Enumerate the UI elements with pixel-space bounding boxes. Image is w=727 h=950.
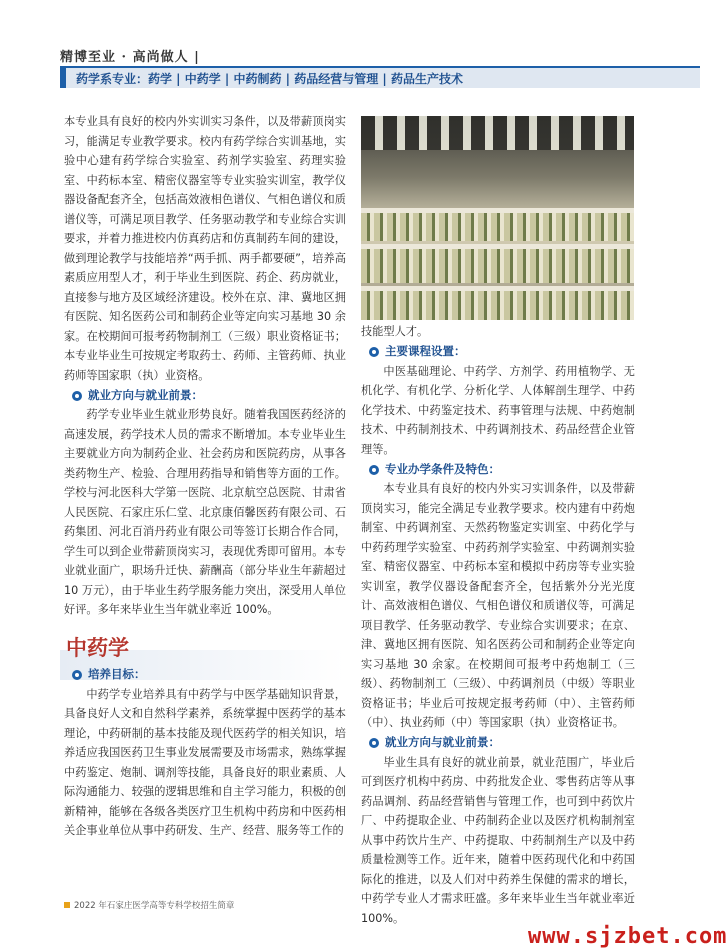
tcm-goal-heading-text: 培养目标： bbox=[88, 667, 146, 682]
photo-jars bbox=[361, 249, 634, 283]
right-column bbox=[361, 322, 635, 928]
bullet-icon bbox=[369, 465, 379, 475]
photo-jars bbox=[361, 291, 634, 320]
tcm-goal-continuation: 技能型人才。 bbox=[361, 325, 429, 338]
header-accent-bar bbox=[60, 68, 66, 88]
left-column bbox=[64, 112, 346, 841]
tcm-conditions-heading bbox=[369, 460, 635, 479]
pharmacy-intro-paragraph: 本专业具有良好的校内外实训实习条件，以及带薪顶岗实习，能满足专业教学要求。校内有药学综合实训基地，实验中心建有药学综合实验室、药剂学实验室、药理实验室、中药标本室、精密仪器室等专业实验实训室，教学仪器设备配套齐全，包括高效液相色谱仪、气相色谱仪和质谱仪等，可满足项目教学、任务驱动教学和专业综合实训要求，并着力推进校内仿真药店和仿真制药车间的建设，做到理论教学与技能培养“两手抓、两手都要硬”，培养高素质应用型人才，利于毕业生到医院、药企、药房就业，直接参与地方及区域经济建设。校外在京、津、冀地区拥有医院、知名医药公司和制药企业等定向实习基地 30 余家。在校期间可报考药物制剂工（三级）职业资格证书；本专业毕业生可按规定考取药士、药师、主管药师、执业药师等国家职（执）业资格。 bbox=[64, 115, 346, 382]
tcm-courses-heading bbox=[369, 343, 635, 362]
bullet-icon bbox=[72, 391, 82, 401]
photo-ceiling bbox=[361, 116, 634, 150]
section-title-tcm: 中药学 bbox=[66, 635, 129, 660]
header-slogan: 精博至业 · 高尚做人 | bbox=[60, 50, 200, 65]
pharmacy-employment-paragraph: 药学专业毕业生就业形势良好。随着我国医药经济的高速发展，药学技术人员的需求不断增加。本专业毕业生主要就业方向为制药企业、社会药房和医院药房，从事各类药物生产、检验、合理用药指导和销售等方面的工作。学校与河北医科大学第一医院、北京航空总医院、甘肃省人民医院、石家庄乐仁堂、北京康佰馨医药有限公司、石药集团、河北百消丹药业有限公司等签订长期合作合同，学生可以到企业带薪顶岗实习，表现优秀即可留用。本专业就业面广，职场升迁快、薪酬高（部分毕业生年薪超过 10 万元），由于毕业生药学服务能力突出，深受用人单位好评。多年来毕业生当年就业率近 100%。 bbox=[64, 408, 346, 616]
page-footer bbox=[64, 899, 234, 911]
tcm-employment-heading-text: 就业方向与就业前景： bbox=[385, 735, 500, 750]
footer-text: 2022 年石家庄医学高等专科学校招生简章 bbox=[74, 901, 235, 911]
pharmacy-employment-heading-text: 就业方向与就业前景： bbox=[88, 387, 203, 402]
header-band bbox=[60, 68, 700, 88]
photo-jars bbox=[361, 213, 634, 241]
site-watermark: www.sjzbet.com bbox=[528, 924, 727, 949]
tcm-goal-paragraph: 中药学专业培养具有中药学与中医学基础知识背景，具备良好人文和自然科学素养，系统掌握中医药学的基本理论，中药研制的基本技能及现代医药学的相关知识，培养适应我国医药卫生事业发展需要及市场需求，熟练掌握中药鉴定、炮制、调剂等技能，具备良好的职业素质、人际沟通能力、较强的逻辑思维和自主学习能力，积极的创新精神，能够在各级各类医疗卫生机构中药房和中医药相关企事业单位从事中药研发、生产、经营、服务等工作的 bbox=[64, 687, 346, 837]
footer-square-icon bbox=[64, 902, 70, 908]
tcm-courses-paragraph: 中医基础理论、中药学、方剂学、药用植物学、无机化学、有机化学、分析化学、人体解剖生理学、中药化学技术、中药鉴定技术、药事管理与法规、中药炮制技术、中药制剂技术、中药调剂技术、药品经营企业管理等。 bbox=[361, 364, 635, 456]
tcm-courses-heading-text: 主要课程设置： bbox=[385, 344, 466, 359]
tcm-conditions-paragraph: 本专业具有良好的校内外实习实训条件，以及带薪顶岗实习，能完全满足专业教学要求。校内建有中药炮制室、中药调剂室、天然药物鉴定实训室、中药化学与中药药理学实验室、中药药剂学实验室、中药调剂实验室、精密仪器室、中药标本室和模拟中药房等专业实验实训室，教学仪器设备配套齐全，包括紫外分光光度计、高效液相色谱仪、气相色谱仪和质谱仪等，可满足项目教学、任务驱动教学、专业综合实训要求；在京、津、冀地区拥有医院、知名医药公司和制药企业等定向实习基地 30 余家。在校期间可报考中药炮制工（三级）、药物制剂工（三级）、中药调剂员（中级）等职业资格证书；毕业后可按规定报考药师（中）、主管药师（中）、执业药师（中）等国家职（执）业资格证书。 bbox=[361, 482, 635, 729]
tcm-conditions-heading-text: 专业办学条件及特色： bbox=[385, 461, 500, 476]
bullet-icon bbox=[72, 670, 82, 680]
pharmacy-employment-heading bbox=[72, 386, 346, 405]
header-title: 药学系专业：药学 | 中药学 | 中药制药 | 药品经营与管理 | 药品生产技术 bbox=[76, 72, 463, 86]
bullet-icon bbox=[369, 347, 379, 357]
tcm-goal-heading bbox=[72, 666, 346, 685]
specimen-lab-photo bbox=[361, 116, 634, 320]
tcm-employment-heading bbox=[369, 734, 635, 753]
bullet-icon bbox=[369, 738, 379, 748]
tcm-employment-paragraph: 毕业生具有良好的就业前景，就业范围广，毕业后可到医疗机构中药房、中药批发企业、零售药店等从事药品调剂、药品经营销售与管理工作，也可到中药饮片厂、中药提取企业、中药制药企业以及医疗机构制剂室从事中药饮片生产、中药提取、中药制剂生产以及中药质量检测等工作。近年来，随着中医药现代化和中药国际化的推进，以及人们对中药养生保健的需求的增长，中药学专业人才需求旺盛。多年来毕业生当年就业率近 100%。 bbox=[361, 755, 635, 925]
